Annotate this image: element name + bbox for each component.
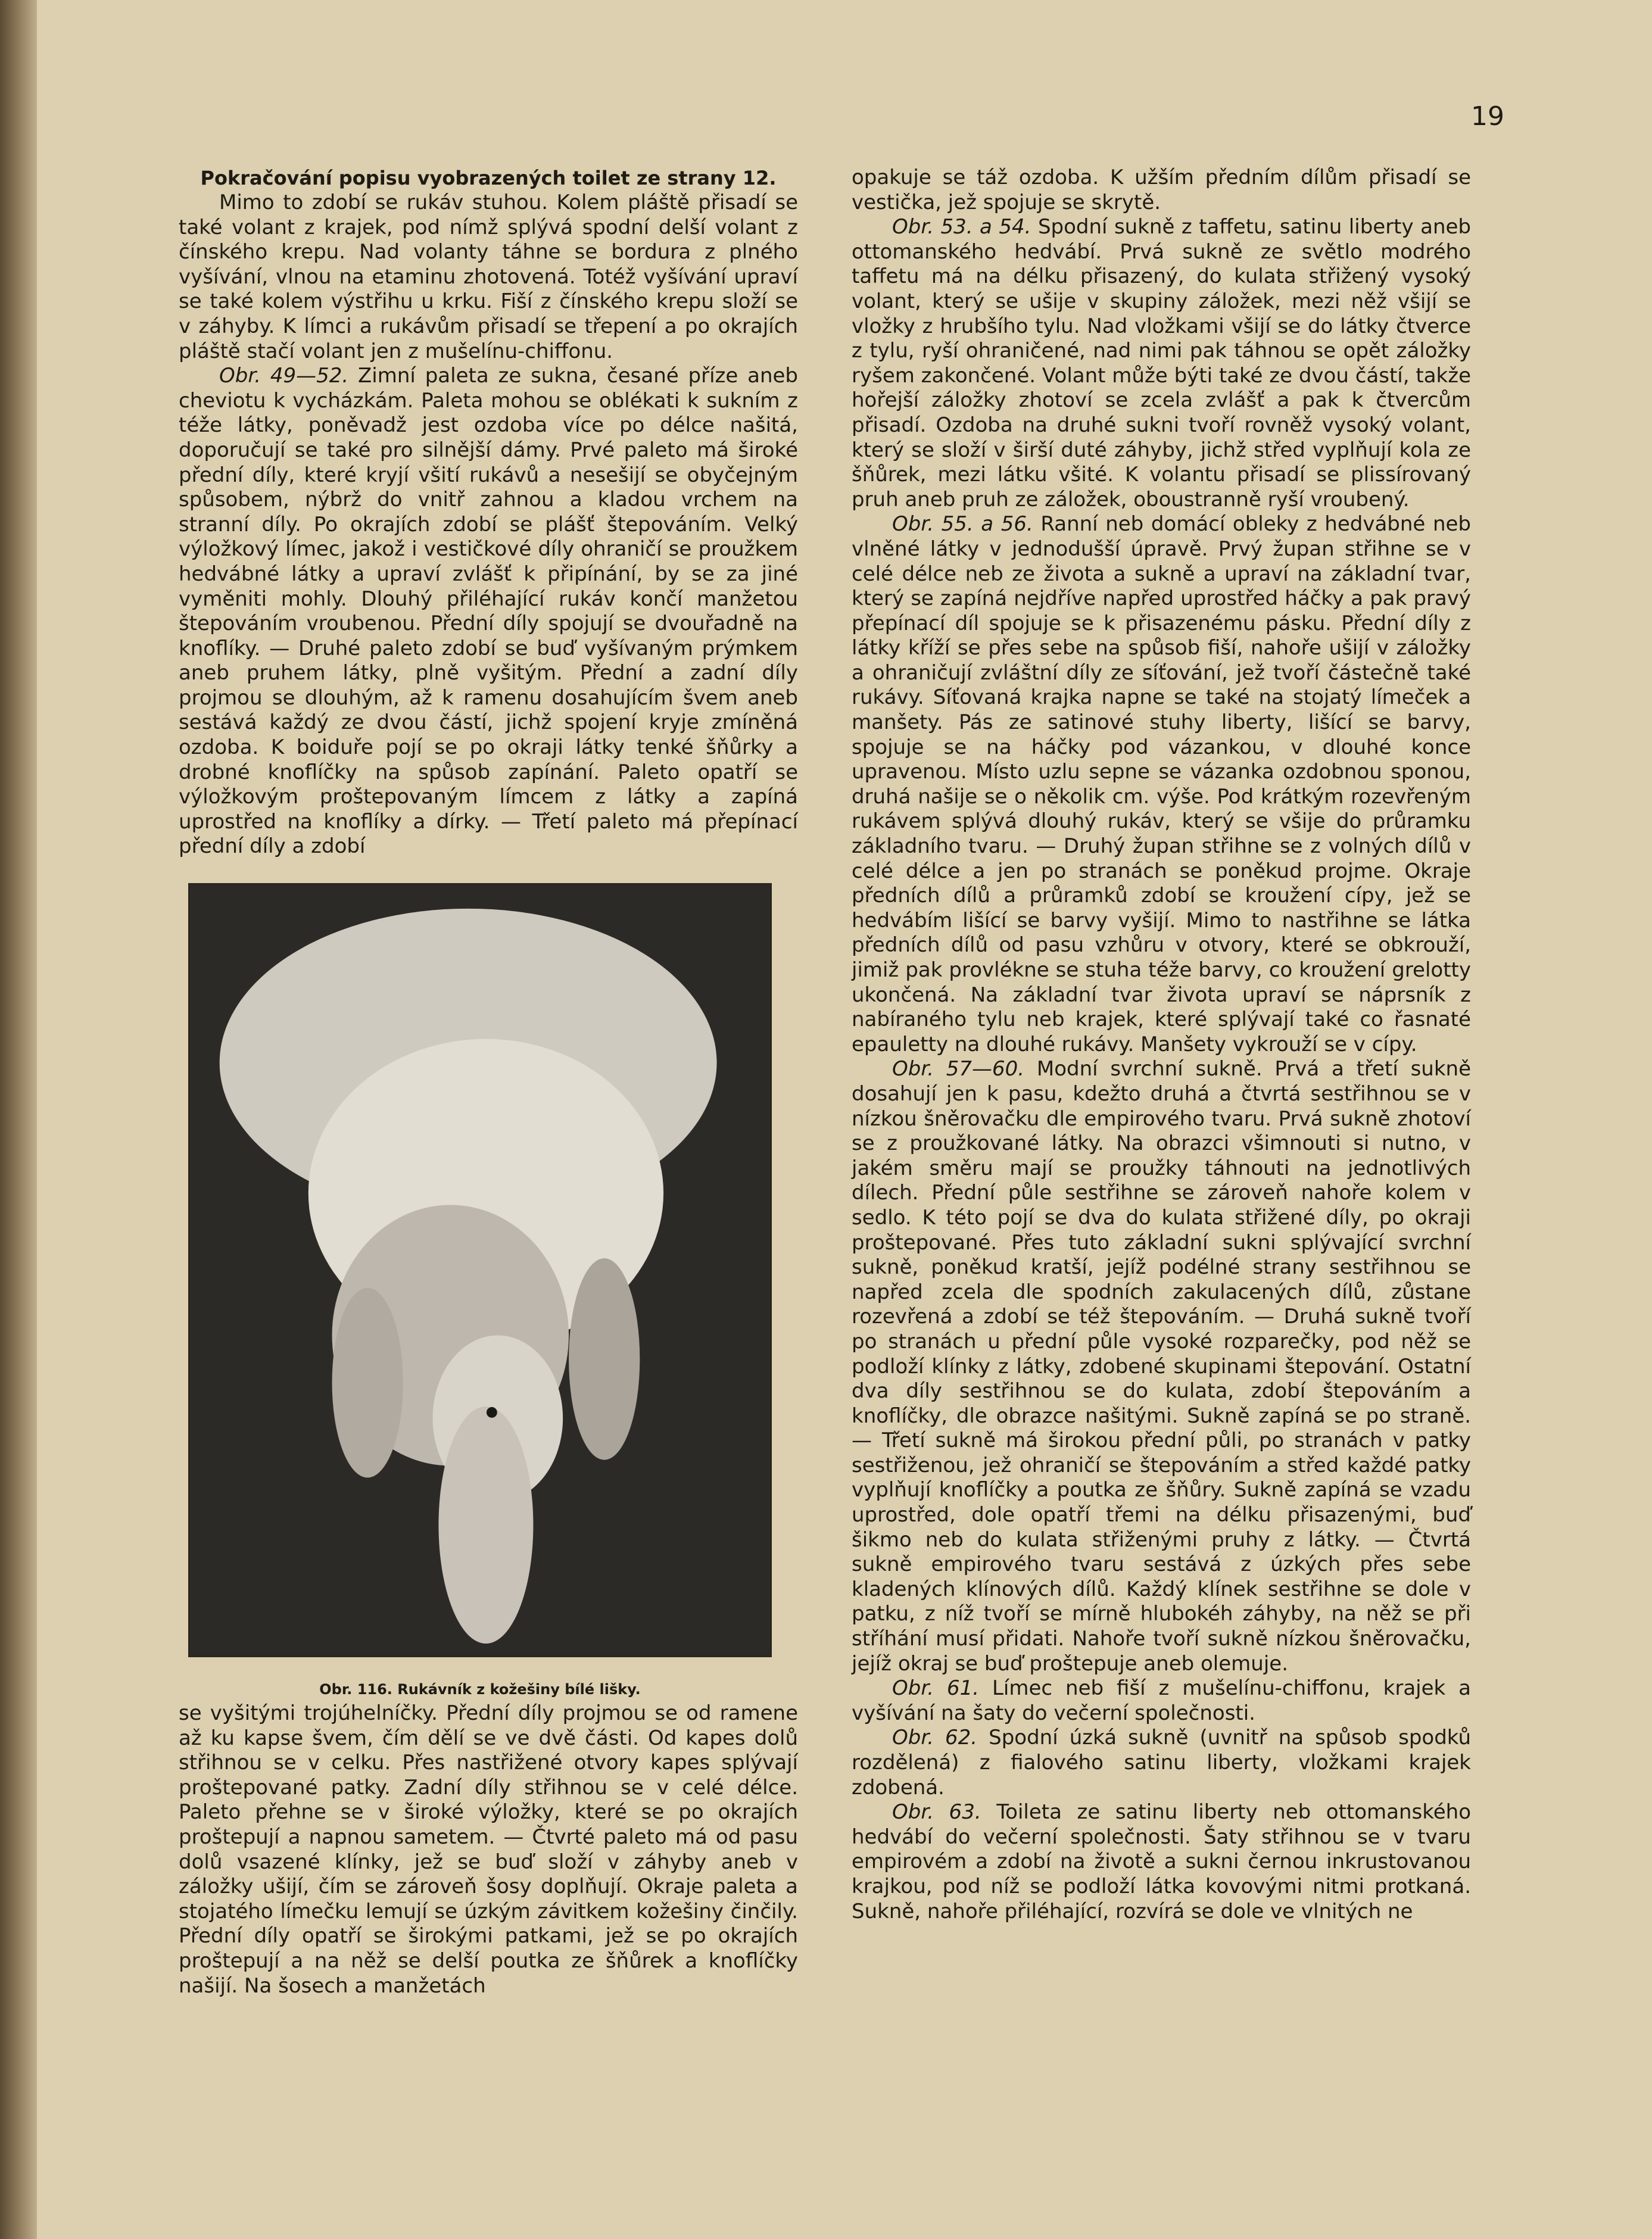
figure-reference: Obr. 55. a 56. xyxy=(892,512,1033,537)
figure-116 xyxy=(188,883,772,1701)
fox-fur-muff-photo xyxy=(188,883,772,1657)
book-binding-edge xyxy=(0,0,37,2239)
figure-reference: Obr. 62. xyxy=(892,1726,978,1750)
paragraph-fig-63 xyxy=(852,1800,1471,1924)
figure-reference: Obr. 53. a 54. xyxy=(892,215,1031,239)
paragraph-fig-57-60 xyxy=(852,1057,1471,1676)
paragraph-text: Toileta ze satinu liberty neb ottomanského hedvábí do večerní společnosti. Šaty střihnou se v tvaru empirovém a zdobí na životě a sukni černou inkrustovanou krajkou, pod níž se podloží látka kovovými nitmi protkaná. Sukně, nahoře přiléhající, rozvírá se dole ve vlnitých ne xyxy=(852,1800,1472,1923)
figure-reference: Obr. 57—60. xyxy=(892,1057,1025,1081)
paragraph-text: Spodní úzká sukně (uvnitř na spůsob spodků rozdělená) z fialového satinu liberty, vložkami krajek zdobená. xyxy=(852,1726,1472,1800)
figure-caption: Obr. 116. Rukávník z kožešiny bílé lišky. xyxy=(319,1681,641,1698)
page-number: 19 xyxy=(1471,101,1504,132)
fox-fur-illustration xyxy=(190,885,770,1655)
figure-reference: Obr. 63. xyxy=(892,1800,981,1825)
paragraph-text: Spodní sukně z taffetu, satinu liberty aneb ottomanského hedvábí. Prvá sukně ze světlo modrého taffetu má na délku přisazený, do kulata střižený vysoký volant, který se ušije v skupiny záložek, mezi něž všijí se vložky z hrubšího tylu. Nad vložkami všijí se do látky čtverce z tylu, ryší ohraničené, nad nimi pak táhnou se opět záložky ryšem zakončené. Volant může býti také ze dvou částí, takže hořejší záložky zhotoví se zcela zvlášť a pak k čtvercům přisadí. Ozdoba na druhé sukni tvoří rovněž vysoký volant, který se složí v širší duté záhyby, jichž střed vyplňují kola ze šňůrek, mezi látku všité. K volantu přisadí se plissírovaný pruh aneb pruh ze záložek, oboustranně ryší vroubený. xyxy=(852,215,1471,512)
paragraph-right-1: opakuje se táž ozdoba. K užším předním dílům přisadí se vestička, jež spojuje se skrytě. xyxy=(852,166,1471,214)
figure-reference: Obr. 49—52. xyxy=(219,364,349,388)
paragraph-text: Zimní paleta ze sukna, česané příze aneb cheviotu k vycházkám. Paleta mohou se oblékati k sukním z téže látky, poněvadž jest ozdoba více po délce našitá, doporučují se také pro silnější dámy. Prvé paleto má široké přední díly, které kryjí všití rukávů a nesešijí se obyčejným spůsobem, nýbrž do vnitř zahnou a kladou vrchem na stranní díly. Po okrajích zdobí se plášť štepováním. Velký výložkový límec, jakož i vestičkové díly ohraničí se proužkem hedvábné látky a upraví zvlášť k připínání, by se za jiné vyměniti mohly. Dlouhý přiléhající rukáv končí manžetou štepováním vroubenou. Přední díly spojují se dvouřadně na knoflíky. — Druhé paleto zdobí se buď vyšívaným prýmkem aneb pruhem látky, plně vyšitým. Přední a zadní díly projmou se dlouhým, až k ramenu dosahujícím švem aneb sestává každý ze dvou částí, jichž spojení kryje zmíněná ozdoba. K boiduře pojí se po okraji látky tenké šňůrky a drobné knoflíčky na spůsob zapínání. Paleto opatří se výložkovým proštepovaným límcem z látky a zapíná uprostřed na knoflíky a dírky. — Třetí paleto má přepínací přední díly a zdobí xyxy=(179,364,798,859)
paragraph-left-continued: se vyšitými trojúhelníčky. Přední díly projmou se od ramene až ku kapse švem, čím dělí se ve dvě části. Od kapes dolů střihnou se v celku. Přes nastřižené otvory kapes splývají proštepované patky. Zadní díly střihnou se v celé délce. Paleto přehne se v široké výložky, které se po okrajích proštepují a napnou sametem. — Čtvrté paleto má od pasu dolů vsazené klínky, jež se buď složí v záhyby aneb v záložky ušijí, čím se zároveň šosy doplňují. Okraje paleta a stojatého límečku lemují se úzkým závitkem kožešiny činčily. Přední díly opatří se širokými patkami, jež se po okrajích proštepují a na něž se delší poutka ze šňůrek a knoflíčky našijí. Na šosech a manžetách xyxy=(179,1701,798,1998)
paragraph-fig-55-56 xyxy=(852,512,1471,1057)
paragraph-text: Ranní neb domácí obleky z hedvábné neb vlněné látky v jednodušší úpravě. Prvý župan střihne se v celé délce neb ze života a sukně a upraví na základní tvar, který se zapíná nejdříve napřed uprostřed háčky a pak pravý přepínací díl spojuje se k přisazenému pásku. Přední díly z látky kříží se přes sebe na spůsob fiší, nahoře ušijí v záložky a ohraničují zvláštní díly ze síťování, jež tvoří částečně také rukávy. Síťovaná krajka napne se také na stojatý límeček a manšety. Pás ze satinové stuhy liberty, lišící se barvy, spojuje se na háčky pod vázankou, v dlouhé konce upravenou. Místo uzlu sepne se vázanka ozdobnou sponou, druhá našije se o několik cm. výše. Pod krátkým rozevřeným rukávem splývá dlouhý rukáv, který se všije do průramku základního tvaru. — Druhý župan střihne se z volných dílů v celé délce a jen po stranách se poněkud projme. Okraje předních dílů a průramků zdobí se kroužení cípy, jež se hedvábím lišící se barvy vyšijí. Mimo to nastřihne se látka předních dílů od pasu vzhůru v otvory, které se obkrouží, jimiž pak provlékne se stuha téže barvy, co kroužení grelotty ukončená. Na základní tvar života upraví se náprsník z nabíraného tylu neb krajek, které splývají také co řasnaté epauletty na dlouhé rukávy. Manšety vykrouží se v cípy. xyxy=(852,512,1471,1056)
paragraph-fig-53-54 xyxy=(852,215,1471,512)
continuation-heading: Pokračování popisu vyobrazených toilet ze strany 12. xyxy=(200,167,777,189)
paragraph-text: Límec neb fiší z mušelínu-chiffonu, krajek a vyšívání na šaty do večerní společnosti. xyxy=(852,1676,1471,1725)
paragraph-text: Modní svrchní sukně. Prvá a třetí sukně dosahují jen k pasu, kdežto druhá a čtvrtá sestřihnou se v nízkou šněrovačku dle empirového tvaru. Prvá sukně zhotoví se z proužkované látky. Na obrazci všimnouti si nutno, v jakém směru mají se proužky táhnouti na jednotlivých dílech. Přední půle sestřihne se zároveň nahoře kolem v sedlo. K této pojí se dva do kulata střižené díly, po okraji proštepované. Přes tuto základní sukni splývající svrchní sukně, poněkud kratší, jejíž podélné strany sestřihnou se napřed zcela dle spodních zakulacených dílů, zůstane rozevřená a zdobí se též štepováním. — Druhá sukně tvoří po stranách u přední půle vysoké rozparečky, pod něž se podloží klínky z látky, zdobené skupinami štepování. Ostatní dva díly sestřihnou se do kulata, zdobí štepováním a knoflíčky, dle obrazce našitými. Sukně zapíná se po straně. — Třetí sukně má širokou přední půli, po stranách v patky sestřiženou, jež ohraničí se štepováním a střed každé patky vyplňují knoflíčky a poutka ze šňůry. Sukně zapíná se vzadu uprostřed, dole opatří třemi na délku přisazenými, buď šikmo neb do kulata střiženými pruhy z látky. — Čtvrtá sukně empirového tvaru sestává z úzkých přes sebe kladených klínových dílů. Každý klínek sestřihne se dole v patku, z níž tvoří se mírně hlubokéh záhyby, na něž se při stříhání musí přidati. Nahoře tvoří sukně nízkou šněrovačku, jejíž okraj se buď proštepuje aneb olemuje. xyxy=(852,1057,1472,1676)
paragraph-left-1: Mimo to zdobí se rukáv stuhou. Kolem pláště přisadí se také volant z krajek, pod nímž splývá spodní delší volant z čínského krepu. Nad volanty táhne se bordura z plného vyšívání, vlnou na etaminu zhotovená. Totéž vyšívání upraví se také kolem výstřihu u krku. Fiší z čínského krepu složí se v záhyby. K límci a rukávům přisadí se třepení a po okrajích pláště stačí volant jen z mušelínu-chiffonu. xyxy=(179,191,798,363)
paragraph-fig-49-52 xyxy=(179,364,798,859)
right-column xyxy=(852,166,1471,1924)
figure-reference: Obr. 61. xyxy=(892,1676,980,1701)
left-column xyxy=(179,166,798,1998)
paragraph-fig-62 xyxy=(852,1726,1471,1800)
paragraph-fig-61 xyxy=(852,1676,1471,1726)
